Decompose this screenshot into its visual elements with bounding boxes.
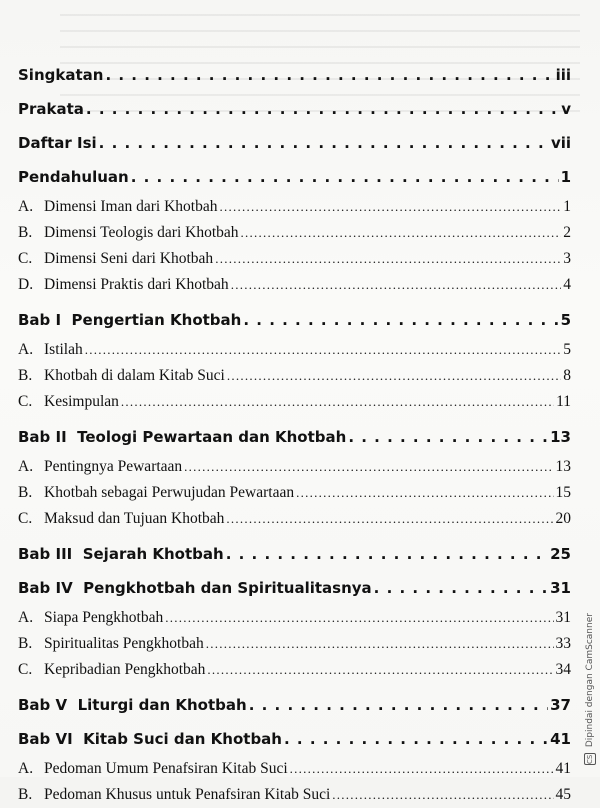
toc-entry-title: Bab IV Pengkhotbah dan Spiritualitasnya xyxy=(18,579,372,597)
toc-page-number: 1 xyxy=(563,198,571,215)
toc-section-letter: C. xyxy=(18,661,33,678)
toc-page-number: 8 xyxy=(563,367,571,384)
toc-chapter-entry xyxy=(18,303,571,337)
toc-entry-title: Bab VI Kitab Suci dan Khotbah xyxy=(18,730,282,748)
toc-section-entry xyxy=(18,220,571,246)
toc-page-number: 13 xyxy=(555,458,571,475)
toc-entry-label xyxy=(18,337,83,363)
dot-leader xyxy=(290,756,554,782)
toc-section-entry xyxy=(18,782,571,808)
toc-entry-title: Maksud dan Tujuan Khotbah xyxy=(44,510,225,527)
toc-chapter-entry xyxy=(18,58,571,92)
toc-section-entry xyxy=(18,454,571,480)
toc-section-letter: C. xyxy=(18,510,33,527)
toc-page-number: 2 xyxy=(563,224,571,241)
toc-entry-label xyxy=(18,363,225,389)
toc-chapter-entry xyxy=(18,537,571,571)
toc-entry-title: Khotbah sebagai Perwujudan Pewartaan xyxy=(44,484,295,501)
toc-entry-label xyxy=(18,657,205,683)
toc-page-number: 20 xyxy=(555,510,571,527)
dot-leader xyxy=(105,58,553,92)
toc-section-letter: B. xyxy=(18,224,33,241)
dot-leader xyxy=(215,246,561,272)
toc-section-entry xyxy=(18,389,571,415)
toc-page-number: 3 xyxy=(563,250,571,267)
toc-chapter-entry xyxy=(18,722,571,756)
toc-entry-label xyxy=(18,756,288,782)
toc-entry-label xyxy=(18,303,241,337)
toc-section-entry xyxy=(18,337,571,363)
toc-section-letter: A. xyxy=(18,760,34,777)
toc-entry-label xyxy=(18,688,247,722)
dot-leader xyxy=(219,194,561,220)
toc-section-letter: B. xyxy=(18,786,33,803)
scanner-watermark xyxy=(584,585,598,765)
toc-page-number: 41 xyxy=(550,730,571,748)
toc-entry-title: Dimensi Teologis dari Khotbah xyxy=(44,224,239,241)
dot-leader xyxy=(374,571,548,605)
toc-section-entry xyxy=(18,506,571,532)
toc-entry-label xyxy=(18,92,84,126)
toc-page-number: 4 xyxy=(563,276,571,293)
toc-section-letter: C. xyxy=(18,393,33,410)
toc-page-number: 34 xyxy=(555,661,571,678)
dot-leader xyxy=(184,454,553,480)
toc-entry-title: Dimensi Praktis dari Khotbah xyxy=(44,276,229,293)
dot-leader xyxy=(226,506,553,532)
toc-entry-label xyxy=(18,58,103,92)
dot-leader xyxy=(296,480,553,506)
toc-section-entry xyxy=(18,194,571,220)
toc-entry-title: Singkatan xyxy=(18,66,104,84)
toc-section-entry xyxy=(18,246,571,272)
toc-section-entry xyxy=(18,605,571,631)
toc-section-letter: B. xyxy=(18,367,33,384)
toc-entry-title: Bab I Pengertian Khotbah xyxy=(18,311,242,329)
toc-entry-label xyxy=(18,194,217,220)
toc-entry-title: Prakata xyxy=(18,100,84,118)
toc-page-number: 1 xyxy=(560,168,571,186)
dot-leader xyxy=(226,537,548,571)
toc-entry-title: Bab II Teologi Pewartaan dan Khotbah xyxy=(18,428,347,446)
dot-leader xyxy=(249,688,548,722)
dot-leader xyxy=(207,657,553,683)
toc-entry-label xyxy=(18,571,372,605)
toc-section-entry xyxy=(18,756,571,782)
camscanner-icon: CS xyxy=(586,754,594,764)
toc-section-letter: B. xyxy=(18,484,33,501)
dot-leader xyxy=(243,303,558,337)
dot-leader xyxy=(86,92,559,126)
toc-page-number: 31 xyxy=(550,579,571,597)
toc-entry-label xyxy=(18,220,239,246)
toc-entry-title: Spiritualitas Pengkhotbah xyxy=(44,635,204,652)
toc-entry-label xyxy=(18,506,224,532)
toc-entry-label xyxy=(18,480,294,506)
toc-entry-title: Pedoman Khusus untuk Penafsiran Kitab Suci xyxy=(44,786,331,803)
toc-page-number: 37 xyxy=(550,696,571,714)
dot-leader xyxy=(99,126,549,160)
toc-page-number: 45 xyxy=(555,786,571,803)
toc-section-entry xyxy=(18,480,571,506)
toc-entry-title: Siapa Pengkhotbah xyxy=(44,609,164,626)
toc-section-letter: B. xyxy=(18,635,33,652)
toc-entry-title: Pendahuluan xyxy=(18,168,129,186)
toc-section-letter: A. xyxy=(18,198,34,215)
dot-leader xyxy=(332,782,553,808)
toc-entry-label xyxy=(18,722,282,756)
toc-chapter-entry xyxy=(18,571,571,605)
toc-chapter-entry xyxy=(18,92,571,126)
toc-entry-label xyxy=(18,160,129,194)
toc-entry-title: Bab III Sejarah Khotbah xyxy=(18,545,224,563)
toc-section-entry xyxy=(18,657,571,683)
toc-section-entry xyxy=(18,631,571,657)
toc-chapter-entry xyxy=(18,160,571,194)
toc-entry-title: Kepribadian Pengkhotbah xyxy=(44,661,206,678)
toc-page-number: 31 xyxy=(555,609,571,626)
toc-entry-title: Istilah xyxy=(44,341,83,358)
dot-leader xyxy=(231,272,562,298)
toc-entry-label xyxy=(18,420,346,454)
dot-leader xyxy=(348,420,548,454)
toc-entry-title: Daftar Isi xyxy=(18,134,97,152)
toc-entry-title: Kesimpulan xyxy=(44,393,119,410)
toc-entry-title: Bab V Liturgi dan Khotbah xyxy=(18,696,247,714)
toc-entry-label xyxy=(18,246,213,272)
toc-entry-label xyxy=(18,605,163,631)
toc-entry-title: Pentingnya Pewartaan xyxy=(44,458,183,475)
toc-page-number: vii xyxy=(550,134,571,152)
toc-entry-title: Dimensi Seni dari Khotbah xyxy=(44,250,214,267)
toc-entry-label xyxy=(18,126,97,160)
toc-entry-title: Pedoman Umum Penafsiran Kitab Suci xyxy=(44,760,288,777)
toc-section-letter: A. xyxy=(18,458,34,475)
toc-page-number: 13 xyxy=(550,428,571,446)
dot-leader xyxy=(131,160,559,194)
toc-page-number: 33 xyxy=(555,635,571,652)
dot-leader xyxy=(284,722,548,756)
toc-entry-label xyxy=(18,631,204,657)
toc-entry-label xyxy=(18,454,182,480)
toc-section-letter: C. xyxy=(18,250,33,267)
dot-leader xyxy=(165,605,553,631)
toc-section-letter: A. xyxy=(18,341,34,358)
toc-page-number: v xyxy=(561,100,571,118)
toc-entry-title: Dimensi Iman dari Khotbah xyxy=(44,198,218,215)
toc-entry-label xyxy=(18,782,330,808)
toc-page-number: 5 xyxy=(560,311,571,329)
dot-leader xyxy=(121,389,554,415)
toc-chapter-entry xyxy=(18,420,571,454)
dot-leader xyxy=(241,220,562,246)
toc-page-number: 15 xyxy=(555,484,571,501)
toc-page-number: 41 xyxy=(555,760,571,777)
toc-section-entry xyxy=(18,272,571,298)
toc-entry-label xyxy=(18,389,119,415)
toc-page-number: iii xyxy=(555,66,571,84)
dot-leader xyxy=(206,631,554,657)
scanner-watermark-text: Dipindai dengan CamScanner xyxy=(585,613,595,748)
toc-page-number: 25 xyxy=(550,545,571,563)
toc-section-letter: A. xyxy=(18,609,34,626)
toc-page-number: 11 xyxy=(556,393,571,410)
toc-entry-label xyxy=(18,272,229,298)
toc-entry-title: Khotbah di dalam Kitab Suci xyxy=(44,367,225,384)
dot-leader xyxy=(85,337,562,363)
toc-chapter-entry xyxy=(18,688,571,722)
toc-page-number: 5 xyxy=(563,341,571,358)
toc-chapter-entry xyxy=(18,126,571,160)
toc-section-entry xyxy=(18,363,571,389)
table-of-contents xyxy=(18,58,571,808)
toc-entry-label xyxy=(18,537,224,571)
toc-section-letter: D. xyxy=(18,276,34,293)
dot-leader xyxy=(227,363,561,389)
